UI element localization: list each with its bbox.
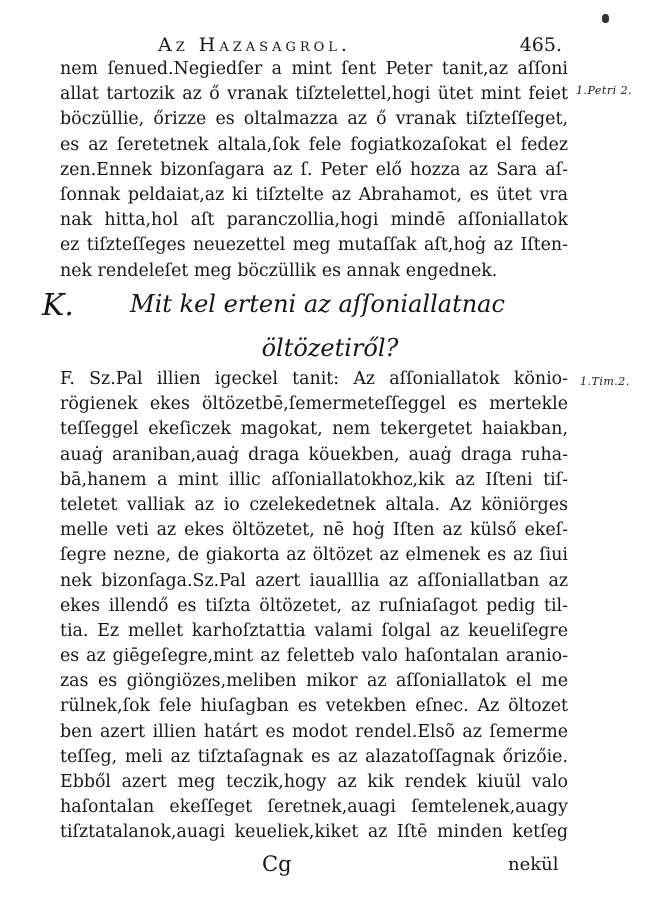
- question-text-line1: Mit kel erteni az aſſoniallatnac: [130, 290, 505, 318]
- text-line: zen.Ennek bizonſagara az ſ. Peter elő hozza az Sara aſ-: [60, 159, 568, 180]
- question-text-line2: öltözetiről?: [261, 334, 399, 362]
- text-line: es az giēgeſegre,mint az feletteb valo haſontalan aranio-: [60, 646, 568, 667]
- text-line: rülnek,ſok fele hiuſagban es vetekben eſnec. Az öltozet: [60, 696, 568, 717]
- paragraph-answer-continued: [60, 57, 568, 284]
- margin-note-tim: 1.Tim.2.: [580, 375, 630, 388]
- text-line: melle veti az ekes öltözetet, nē hoġ Iſten az külső ekeſ-: [60, 520, 568, 541]
- text-line: auaġ araniban,auaġ draga köuekben, auaġ draga ruha-: [60, 444, 568, 465]
- page-footer: [0, 852, 649, 882]
- text-line: nem ſenued.Negiedſer a mint ſent Peter tanit,az aſſoni: [60, 59, 568, 79]
- ink-speck: [602, 14, 609, 23]
- text-line: ſegre nezne, de giakorta az öltözet az elmenek es az ſiui: [60, 545, 568, 566]
- text-line: Ebből azert meg teczik,hogy az kik rendek kiuül valo: [60, 772, 568, 792]
- signature-mark: Cg: [262, 852, 292, 876]
- text-line: tia. Ez mellet karhoſztattia valami ſolgal az keueliſegre: [60, 620, 568, 641]
- text-line: haſontalan ekeſſeget ſeretnek,auagi ſemtelenek,auagy: [60, 797, 568, 818]
- text-line: ſonnak peldaiat,az ki tiſztelte az Abrahamot, es ütet vra: [60, 184, 568, 205]
- text-line: teſſeggel ekeſiczek magokat, nem tekergetet haiakban,: [60, 419, 568, 440]
- text-line: rögienek ekes öltözetbē,ſemermeteſſeggel es mertekle: [60, 394, 568, 415]
- text-line: nak hitta,hol aſt paranczollia,hogi mindē aſſoniallatok: [60, 210, 568, 231]
- page-number: 465.: [519, 34, 562, 56]
- text-line: bā,hanem a mint illic aſſoniallatokhoz,kik az Iſteni tiſ-: [60, 469, 568, 490]
- question-letter: K.: [42, 288, 74, 323]
- text-line: ben azert illien határt es modot rendel.Elsõ az ſemerme: [60, 721, 568, 742]
- text-line: ez tiſzteſſeges neuezettel meg mutaſſak aſt,hoġ az Iſten-: [60, 235, 568, 256]
- catchword: nekül: [508, 854, 559, 875]
- text-line: allat tartozik az ő vranak tiſztelettel,hogi ütet mint feiet: [60, 84, 568, 105]
- margin-note-petri: 1.Petri 2.: [576, 84, 633, 97]
- paragraph-answer: [60, 367, 568, 846]
- text-line: nek bizonſaga.Sz.Pal azert iaualllia az aſſoniallatban az: [60, 570, 568, 591]
- running-title: Az Hazasagrol.: [158, 34, 351, 56]
- question-heading: [42, 288, 582, 328]
- text-line: zas es giöngiözes,meliben mikor az aſſoniallatok el me: [60, 671, 568, 692]
- text-line: tiſztatalanok,auagi keueliek,kiket az Iſtē minden ketſeg: [60, 822, 568, 843]
- text-line: nek rendeleſet meg böczüllik es annak engednek.: [60, 260, 498, 281]
- text-line: F. Sz.Pal illien igeckel tanit: Az aſſoniallatok könio-: [60, 369, 568, 389]
- text-line: ekes illendő es tiſzta öltözetet, az ruſniaſagot pedig til-: [60, 595, 568, 616]
- text-line: teletet valliak az io czelekedetnek altala. Az köniörges: [60, 494, 568, 515]
- text-line: böczüllie, őrizze es oltalmazza az ő vranak tiſzteſſeget,: [60, 109, 568, 130]
- text-line: teſſeg, meli az tiſztaſagnak es az alazatoſſagnak őrizőie.: [60, 746, 568, 767]
- text-line: es az ſeretetnek altala,ſok fele fogiatkozaſokat el fedez: [60, 134, 568, 155]
